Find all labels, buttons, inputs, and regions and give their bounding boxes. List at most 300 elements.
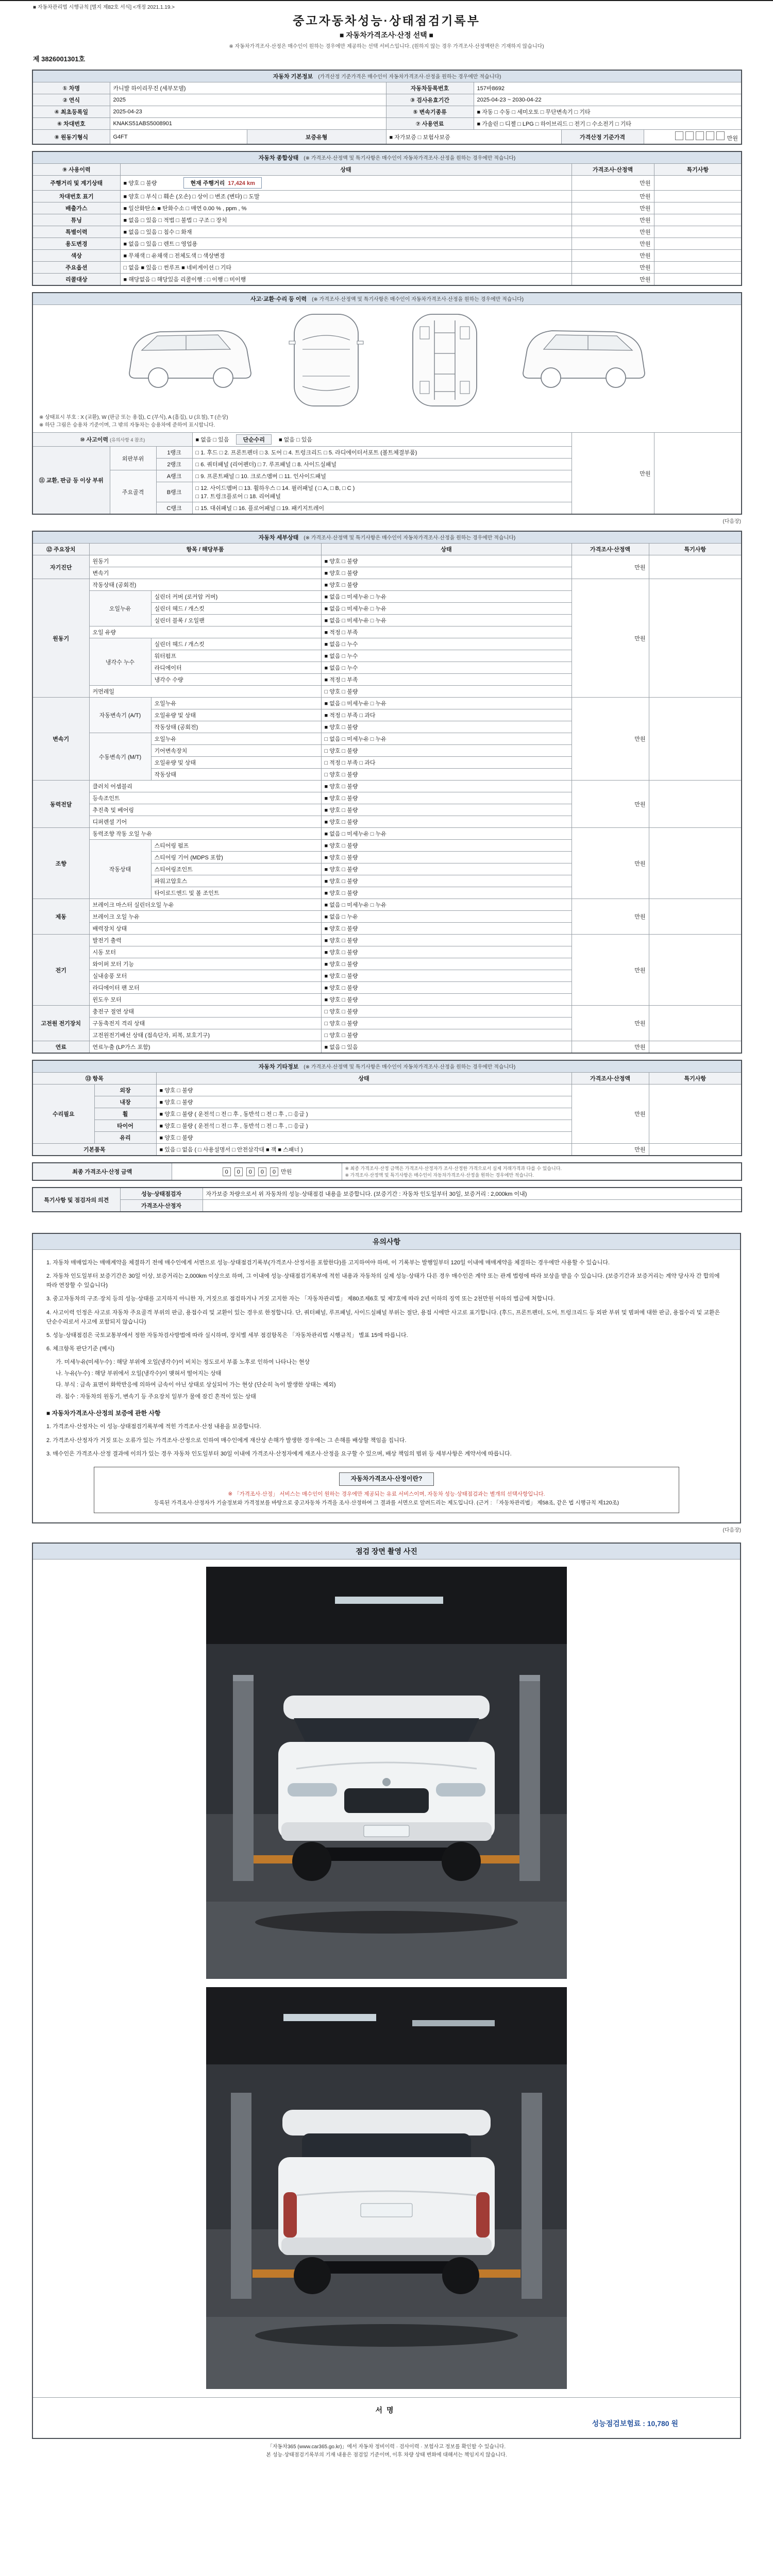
amount-cell: 만원 bbox=[572, 191, 654, 202]
item-label: 작동상태 (공회전) bbox=[89, 579, 321, 591]
checkbox-group: ■ 양호 □ 불량 bbox=[156, 1096, 572, 1108]
notice-body bbox=[33, 1250, 740, 1522]
price-warranty-subtitle: ■ 자동차가격조사·산정의 보증에 관한 사항 bbox=[46, 1409, 161, 1417]
accident-history-label: ⑩ 사고이력 (유의사항 4 참조) bbox=[32, 433, 192, 447]
remark-cell bbox=[654, 250, 742, 262]
notice-item: 6. 체크항목 판단기준 (예시) bbox=[46, 1345, 114, 1352]
next-page-note: (다음장) bbox=[722, 519, 741, 524]
item-label: 실린더 헤드 / 개스킷 bbox=[151, 638, 321, 650]
amount-cell: 만원 bbox=[572, 1041, 649, 1054]
notice-item: 1. 자동차 매매업자는 매매계약을 체결하기 전에 매수인에게 서면으로 성능·상태점검기록부(가격조사·산정서를 포함한다)를 고지하여야 하며, 이 기록부는 발행일부터 120일 이내에 매매계약을 체결하는 경우에만 사용할 수 있습니다. bbox=[46, 1260, 610, 1266]
detail-col-state: 상태 bbox=[321, 544, 572, 555]
item-label: 오일유량 및 상태 bbox=[151, 757, 321, 769]
item-label: 구동축전지 격리 상태 bbox=[89, 1018, 321, 1029]
checkbox-group: ■ 없음 □ 있음 bbox=[278, 437, 312, 443]
rankB-label: B랭크 bbox=[156, 482, 192, 502]
rank2-items: □ 6. 쿼터패널 (리어펜더) □ 7. 루프패널 □ 8. 사이드실패널 bbox=[192, 459, 572, 470]
inspection-photo-rear bbox=[206, 1987, 567, 2389]
checkbox-group: ■ 양호 □ 불량 bbox=[321, 982, 572, 994]
remark-cell bbox=[654, 202, 742, 214]
vin-value: KNAKS51ABS5008901 bbox=[110, 118, 386, 130]
row-label: 외장 bbox=[94, 1084, 156, 1096]
detail-col-item: 항목 / 해당부품 bbox=[89, 544, 321, 555]
basic-items-label: 기본품목 bbox=[32, 1144, 156, 1156]
checkbox-group: □ 양호 □ 불량 bbox=[321, 1018, 572, 1029]
checkbox-group: ■ 양호 □ 불량 bbox=[321, 970, 572, 982]
etc-section-title: 자동차 기타정보 bbox=[258, 1064, 299, 1070]
car-frame-view-diagram bbox=[413, 314, 477, 406]
exchange-panel-label: ⑪ 교환, 판금 등 이상 부위 bbox=[32, 447, 110, 515]
checkbox-group: ■ 양호 □ 불량 ( 운전석 □ 전 □ 후 , 동반석 □ 전 □ 후 , □ 응급 ) bbox=[156, 1120, 572, 1132]
checkbox-group: ■ 없음 □ 미세누유 □ 누유 bbox=[321, 899, 572, 911]
item-label: 실린더 헤드 / 개스킷 bbox=[151, 603, 321, 615]
inspector-opinion-text: 자가보증 차량으로서 위 자동차의 성능·상태점검 내용을 보증합니다. (보증기간 : 자동차 인도일부터 30일, 보증거리 : 2,000km 이내) bbox=[203, 1188, 742, 1200]
remark-cell bbox=[654, 262, 742, 274]
row-label: 주요옵션 bbox=[32, 262, 120, 274]
overall-condition-table bbox=[32, 151, 742, 286]
car-side-view-diagram bbox=[129, 331, 251, 387]
remark-cell bbox=[649, 698, 742, 781]
table-row bbox=[32, 202, 742, 214]
item-label: 타이로드엔드 및 볼 조인트 bbox=[151, 887, 321, 899]
document-number: 제 3826001301호 bbox=[33, 55, 86, 63]
first-registration-label: ④ 최초등록일 bbox=[32, 106, 110, 118]
row-label: 주행거리 및 계기상태 bbox=[32, 176, 120, 191]
detail-section-header bbox=[32, 531, 742, 544]
table-row bbox=[32, 274, 742, 286]
checkbox-group: ■ 양호 □ 불량 bbox=[321, 863, 572, 875]
checkbox-group: ■ 양호 □ 불량 bbox=[321, 721, 572, 733]
rankC-label: C랭크 bbox=[156, 502, 192, 515]
subgroup-oil-leak: 오일누유 bbox=[89, 591, 151, 626]
photo-section-title: 점검 장면 촬영 사진 bbox=[33, 1544, 740, 1560]
overall-col-state: 상태 bbox=[120, 164, 572, 176]
final-price-table bbox=[32, 1162, 742, 1181]
group-label-selfdiag: 자기진단 bbox=[32, 555, 89, 579]
item-label: 시동 모터 bbox=[89, 946, 321, 958]
car-name-label: ① 차명 bbox=[32, 82, 110, 94]
inspection-report-page bbox=[32, 1, 741, 2460]
table-row bbox=[32, 250, 742, 262]
reg-no-value: 157바8692 bbox=[474, 82, 742, 94]
overall-section-header bbox=[32, 151, 742, 164]
item-label: 작동상태 bbox=[151, 769, 321, 781]
amount-cell: 만원 bbox=[572, 274, 654, 286]
item-label: 동력조향 작동 오일 누유 bbox=[89, 828, 321, 840]
amount-cell: 만원 bbox=[572, 226, 654, 238]
rankA-items: □ 9. 프론트패널 □ 10. 크로스멤버 □ 11. 인사이드패널 bbox=[192, 470, 572, 482]
checkbox-group: ■ 양호 □ 불량 ( 운전석 □ 전 □ 후 , 동반석 □ 전 □ 후 , □ 응급 ) bbox=[156, 1108, 572, 1120]
remark-cell bbox=[654, 226, 742, 238]
base-price-label: 가격산정 기준가격 bbox=[561, 130, 644, 145]
amount-cell: 만원 bbox=[572, 698, 649, 781]
etc-section-note: (※ 가격조사·산정액 및 특기사항은 매수인이 자동차가격조사·산정을 원하는 경우에만 적습니다) bbox=[304, 1064, 516, 1070]
table-row bbox=[32, 176, 742, 191]
remark-cell bbox=[649, 899, 742, 935]
item-label: 원동기 bbox=[89, 555, 321, 567]
amount-cell: 만원 bbox=[572, 214, 654, 226]
remark-cell bbox=[654, 274, 742, 286]
amount-cell: 만원 bbox=[572, 579, 649, 698]
checkbox-group: ■ 양호 □ 불량 bbox=[321, 804, 572, 816]
remark-cell bbox=[649, 1144, 742, 1156]
checkbox-group: ■ 없음 □ 미세누유 □ 누유 bbox=[321, 591, 572, 603]
fuel-label: ⑦ 사용연료 bbox=[386, 118, 474, 130]
item-label: 실린더 커버 (로커암 커버) bbox=[151, 591, 321, 603]
appraiser-opinion-text bbox=[203, 1200, 742, 1212]
item-label: 스티어링 기어 (MDPS 포함) bbox=[151, 852, 321, 863]
item-label: 등속조인트 bbox=[89, 792, 321, 804]
final-price-digit: 0 bbox=[270, 1167, 278, 1176]
row-label: 유리 bbox=[94, 1132, 156, 1144]
checkbox-group: ■ 없음 □ 있음 □ 적법 □ 불법 □ 구조 □ 장치 bbox=[120, 214, 572, 226]
amount-cell: 만원 bbox=[572, 250, 654, 262]
item-label: 오일누유 bbox=[151, 698, 321, 709]
remark-cell bbox=[654, 433, 742, 515]
notice-subitem: 다. 부식 : 금속 표면이 화학반응에 의하여 금속이 아닌 상태로 상실되어 가는 현상 (단순히 녹이 발생한 상태는 제외) bbox=[56, 1382, 336, 1388]
checkbox-group: ■ 있음 □ 없음 ( □ 사용설명서 □ 안전삼각대 ■ 잭 ■ 스패너 ) bbox=[156, 1144, 572, 1156]
amount-cell: 만원 bbox=[572, 899, 649, 935]
checkbox-group: ■ 양호 □ 불량 bbox=[321, 781, 572, 792]
amount-cell: 만원 bbox=[572, 176, 654, 191]
accident-section-header bbox=[32, 293, 742, 305]
checkbox-group: ■ 양호 □ 불량 bbox=[156, 1132, 572, 1144]
row-label: 용도변경 bbox=[32, 238, 120, 250]
checkbox-group: □ 양호 □ 불량 bbox=[321, 1029, 572, 1041]
notice-item: 5. 성능·상태점검은 국토교통부에서 정한 자동차검사방법에 따라 실시하며, 장치별 세부 점검항목은 「자동차관리법 시행규칙」 별표 15에 따릅니다. bbox=[46, 1332, 408, 1338]
subgroup-coolant-leak: 냉각수 누수 bbox=[89, 638, 151, 686]
car-side-view-right-diagram bbox=[523, 331, 645, 387]
final-price-note bbox=[342, 1163, 742, 1180]
item-label: 워터펌프 bbox=[151, 650, 321, 662]
row-label: 색상 bbox=[32, 250, 120, 262]
item-label: 오일누유 bbox=[151, 733, 321, 745]
etc-col-state: 상태 bbox=[156, 1073, 572, 1084]
group-label-transmission: 변속기 bbox=[32, 698, 89, 781]
signature-label: 서명 bbox=[375, 2406, 398, 2415]
base-price-digit bbox=[706, 131, 714, 140]
checkbox-group: ■ 없음 □ 미세누유 □ 누유 bbox=[321, 603, 572, 615]
detail-col-device: ⑫ 주요장치 bbox=[32, 544, 89, 555]
checkbox-group: ■ 양호 □ 불량 bbox=[321, 887, 572, 899]
final-price-digit: 0 bbox=[223, 1167, 231, 1176]
fuel-checkboxes: ■ 가솔린 □ 디젤 □ LPG □ 하이브리드 □ 전기 □ 수소전기 □ 기타 bbox=[474, 118, 742, 130]
checkbox-group: ■ 양호 □ 불량 bbox=[321, 852, 572, 863]
checkbox-group: □ 양호 □ 불량 bbox=[321, 769, 572, 781]
basic-info-table bbox=[32, 70, 742, 145]
warranty-item: 2. 가격조사·산정자가 거짓 또는 오류가 있는 가격조사·산정으로 인하여 매수인에게 재산상 손해가 발생한 경우에는 그 손해를 배상할 책임을 집니다. bbox=[46, 1437, 407, 1444]
remark-cell bbox=[649, 1084, 742, 1144]
warranty-type-checkboxes: ■ 자가보증 □ 보험사보증 bbox=[386, 130, 561, 145]
rankC-items: □ 15. 대쉬패널 □ 16. 플로어패널 □ 19. 패키지트레이 bbox=[192, 502, 572, 515]
item-label: 변속기 bbox=[89, 567, 321, 579]
row-label: 휠 bbox=[94, 1108, 156, 1120]
checkbox-group: ■ 양호 □ 부식 □ 훼손 (오손) □ 상이 □ 변조 (변타) □ 도말 bbox=[120, 191, 572, 202]
detail-col-remark: 특기사항 bbox=[649, 544, 742, 555]
amount-cell: 만원 bbox=[572, 781, 649, 828]
item-label: 배력장치 상태 bbox=[89, 923, 321, 935]
inspection-period-value: 2025-04-23 ~ 2030-04-22 bbox=[474, 94, 742, 106]
item-label: 와이퍼 모터 기능 bbox=[89, 958, 321, 970]
item-label: 실린더 블록 / 오일팬 bbox=[151, 615, 321, 626]
final-price-note-1: ※ 최종 가격조사·산정 금액은 가격조사·산정자가 조사·산정한 가격으로서 실제 거래가격과 다를 수 있습니다. bbox=[345, 1166, 562, 1171]
item-label: 윈도우 모터 bbox=[89, 994, 321, 1006]
model-year-value: 2025 bbox=[110, 94, 386, 106]
appraiser-role-label: 가격조사·산정자 bbox=[120, 1200, 203, 1212]
accident-history-state bbox=[192, 433, 572, 447]
amount-cell: 만원 bbox=[572, 1084, 649, 1144]
row-label: 내장 bbox=[94, 1096, 156, 1108]
photo-section-body bbox=[33, 1560, 740, 2438]
item-label: 디퍼렌셜 기어 bbox=[89, 816, 321, 828]
report-subtitle: ■ 자동차가격조사·산정 선택 ■ bbox=[339, 31, 433, 39]
main-frame-label: 주요골격 bbox=[110, 470, 156, 515]
overall-col-usage: ⑨ 사용이력 bbox=[32, 164, 120, 176]
remark-cell bbox=[649, 935, 742, 1006]
amount-cell: 만원 bbox=[572, 1006, 649, 1041]
checkbox-group: ■ 적정 □ 부족 □ 과다 bbox=[321, 709, 572, 721]
final-price-note-2: ※ 가격조사·산정액 및 특기사항은 매수인이 자동차가격조사·산정을 원하는 경우에만 적습니다. bbox=[345, 1173, 534, 1178]
inspection-photo-front bbox=[206, 1567, 567, 1979]
subgroup-mt: 수동변속기 (M/T) bbox=[89, 733, 151, 781]
checkbox-group: ■ 없음 □ 있음 □ 렌트 □ 영업용 bbox=[120, 238, 572, 250]
warranty-item: 3. 매수인은 가격조사·산정 결과에 이의가 있는 경우 자동차 인도일부터 30일 이내에 가격조사·산정자에게 재조사·산정을 요구할 수 있으며, 배상 책임의 범위 등 세부사항은 계약서에 따릅니다. bbox=[46, 1450, 512, 1457]
footer-line-2: 본 성능·상태점검기록부의 기재 내용은 점검일 기준이며, 이후 차량 상태 변화에 대해서는 책임지지 않습니다. bbox=[266, 2452, 507, 2459]
checkbox-group: ■ 양호 □ 불량 bbox=[321, 946, 572, 958]
car-diagram bbox=[124, 310, 650, 411]
amount-cell: 만원 bbox=[572, 555, 649, 579]
detail-section-note: (※ 가격조사·산정액 및 특기사항은 매수인이 자동차가격조사·산정을 원하는 경우에만 적습니다) bbox=[304, 535, 516, 541]
report-header bbox=[32, 11, 741, 49]
amount-cell: 만원 bbox=[572, 262, 654, 274]
amount-cell: 만원 bbox=[572, 238, 654, 250]
base-price-digit bbox=[696, 131, 704, 140]
simple-repair-label: 단순수리 bbox=[236, 434, 272, 445]
checkbox-group: □ 양호 □ 불량 bbox=[321, 1006, 572, 1018]
row-label: 배출가스 bbox=[32, 202, 120, 214]
car-top-view-diagram bbox=[289, 314, 363, 406]
table-row bbox=[32, 262, 742, 274]
remark-cell bbox=[649, 1041, 742, 1054]
etc-col-amount: 가격조사·산정액 bbox=[572, 1073, 649, 1084]
basic-section-title: 자동차 기본정보 bbox=[273, 74, 313, 80]
engine-type-value: G4FT bbox=[110, 130, 247, 145]
page-footer bbox=[32, 2443, 741, 2460]
checkbox-group: ■ 양호 □ 불량 bbox=[321, 816, 572, 828]
remark-cell bbox=[649, 579, 742, 698]
group-label-high-voltage: 고전원 전기장치 bbox=[32, 1006, 89, 1041]
vin-label: ⑥ 차대번호 bbox=[32, 118, 110, 130]
detail-condition-table bbox=[32, 531, 742, 1054]
first-registration-value: 2025-04-23 bbox=[110, 106, 386, 118]
legend-line-2: ※ 하단 그림은 승용차 기준이며, 그 밖의 자동차는 승용차에 준하여 표시합니다. bbox=[39, 422, 215, 428]
item-label: 파워고압호스 bbox=[151, 875, 321, 887]
amount-cell: 만원 bbox=[572, 433, 654, 515]
checkbox-group: ■ 없음 □ 누유 bbox=[321, 911, 572, 923]
final-price-digit: 0 bbox=[246, 1167, 255, 1176]
final-price-label: 최종 가격조사·산정 금액 bbox=[32, 1163, 172, 1180]
rank2-label: 2랭크 bbox=[156, 459, 192, 470]
warranty-type-label: 보증유형 bbox=[247, 130, 386, 145]
amount-cell: 만원 bbox=[572, 828, 649, 899]
group-label-powertrain: 동력전달 bbox=[32, 781, 89, 828]
base-price-digit bbox=[675, 131, 683, 140]
engine-type-label: ⑧ 원동기형식 bbox=[32, 130, 110, 145]
subgroup-steering-op: 작동상태 bbox=[89, 840, 151, 899]
transmission-checkboxes: ■ 자동 □ 수동 □ 세미오토 □ 무단변속기 □ 기타 bbox=[474, 106, 742, 118]
info-box-title: 자동차가격조사·산정이란? bbox=[339, 1472, 434, 1486]
overall-col-remark: 특기사항 bbox=[654, 164, 742, 176]
final-price-digit: 0 bbox=[234, 1167, 243, 1176]
group-label-brake: 제동 bbox=[32, 899, 89, 935]
etc-section-header bbox=[32, 1060, 742, 1073]
row-label: 특별이력 bbox=[32, 226, 120, 238]
etc-col-remark: 특기사항 bbox=[649, 1073, 742, 1084]
item-label: 브레이크 오일 누유 bbox=[89, 911, 321, 923]
footer-line-1: 「자동차365 (www.car365.go.kr)」에서 자동차 정비이력 · 검사이력 · 보험사고 정보를 확인할 수 있습니다. bbox=[267, 2444, 506, 2450]
notice-subitem: 나. 누유(누수) : 해당 부위에서 오일(냉각수)이 맺혀서 떨어지는 상태 bbox=[56, 1370, 222, 1377]
item-label: 냉각수 수량 bbox=[151, 674, 321, 686]
inspector-role-label: 성능·상태점검자 bbox=[120, 1188, 203, 1200]
notice-subitem: 라. 침수 : 자동차의 원동기, 변속기 등 주요장치 일부가 물에 잠긴 흔적이 있는 상태 bbox=[56, 1393, 256, 1400]
group-label-electric: 전기 bbox=[32, 935, 89, 1006]
remark-cell bbox=[649, 1006, 742, 1041]
remark-cell bbox=[649, 555, 742, 579]
checkbox-group: ■ 양호 □ 불량 bbox=[321, 958, 572, 970]
item-label: 클러치 어셈블리 bbox=[89, 781, 321, 792]
checkbox-group: ■ 없음 □ 누수 bbox=[321, 650, 572, 662]
checkbox-group: ■ 양호 □ 불량 bbox=[156, 1084, 572, 1096]
etc-col-item: ⑬ 항목 bbox=[32, 1073, 156, 1084]
car-name-value: 카니발 하이리무진 (세부모델) bbox=[110, 82, 386, 94]
row-label: 타이어 bbox=[94, 1120, 156, 1132]
remark-cell bbox=[649, 828, 742, 899]
model-year-label: ② 연식 bbox=[32, 94, 110, 106]
item-label: 실내송풍 모터 bbox=[89, 970, 321, 982]
car-diagrams bbox=[33, 305, 741, 432]
item-label: 연료누출 (LP가스 포함) bbox=[89, 1041, 321, 1054]
group-label-steering: 조향 bbox=[32, 828, 89, 899]
item-label: 충전구 절연 상태 bbox=[89, 1006, 321, 1018]
odometer-callout bbox=[183, 177, 261, 189]
checkbox-group: ■ 양호 □ 불량 bbox=[321, 840, 572, 852]
odometer-value: 17,424 km bbox=[228, 180, 255, 187]
remark-cell bbox=[654, 176, 742, 191]
car-front-shape bbox=[278, 1696, 495, 1881]
checkbox-group: □ 없음 □ 미세누유 □ 누유 bbox=[321, 733, 572, 745]
basic-section-note: (가격산정 기준가격은 매수인이 자동차가격조사·산정을 원하는 경우에만 적습니다) bbox=[318, 74, 501, 80]
checkbox-group: □ 없음 ■ 있음 □ 썬루프 ■ 네비게이션 □ 기타 bbox=[120, 262, 572, 274]
item-label: 오일유량 및 상태 bbox=[151, 709, 321, 721]
reg-no-label: 자동차등록번호 bbox=[386, 82, 474, 94]
item-label: 발전기 출력 bbox=[89, 935, 321, 946]
checkbox-group: ■ 없음 □ 있음 □ 침수 □ 화재 bbox=[120, 226, 572, 238]
checkbox-group: ■ 양호 □ 불량 bbox=[321, 555, 572, 567]
accident-section-note: (※ 가격조사·산정액 및 특기사항은 매수인이 자동차가격조사·산정을 원하는 경우에만 적습니다) bbox=[312, 297, 524, 302]
checkbox-group: ■ 적정 □ 부족 bbox=[321, 626, 572, 638]
item-label: 라디에이터 팬 모터 bbox=[89, 982, 321, 994]
price-appraisal-info-box bbox=[94, 1467, 679, 1513]
transmission-label: ⑤ 변속기종류 bbox=[386, 106, 474, 118]
row-label: 차대번호 표기 bbox=[32, 191, 120, 202]
checkbox-group: ■ 없음 □ 있음 bbox=[321, 1041, 572, 1054]
warranty-item: 1. 가격조사·산정자는 이 성능·상태점검기록부에 적힌 가격조사·산정 내용을 보증합니다. bbox=[46, 1423, 261, 1430]
rankA-label: A랭크 bbox=[156, 470, 192, 482]
checkbox-group: ■ 양호 □ 불량 bbox=[321, 923, 572, 935]
checkbox-group: □ 양호 □ 불량 bbox=[321, 686, 572, 698]
rank1-items: □ 1. 후드 □ 2. 프론트펜더 □ 3. 도어 □ 4. 트렁크리드 □ 5. 라디에이터서포트 (볼트체결부품) bbox=[192, 447, 572, 459]
accident-section-title: 사고·교환·수리 등 이력 bbox=[250, 296, 307, 302]
checkbox-group: ■ 적정 □ 부족 bbox=[321, 674, 572, 686]
signature-area bbox=[33, 2397, 740, 2416]
basic-section-header bbox=[32, 70, 742, 82]
repair-needed-label: 수리필요 bbox=[32, 1084, 94, 1144]
table-row bbox=[32, 226, 742, 238]
rankB-items: □ 12. 사이드멤버 □ 13. 휠하우스 □ 14. 필러패널 ( □ A, □ B, □ C ) □ 17. 트렁크플로어 □ 18. 리어패널 bbox=[192, 482, 572, 502]
overall-section-title: 자동차 종합상태 bbox=[258, 155, 299, 161]
checkbox-group: ■ 양호 □ 불량 bbox=[321, 875, 572, 887]
remark-cell bbox=[649, 781, 742, 828]
inspection-period-label: ③ 검사유효기간 bbox=[386, 94, 474, 106]
info-box-description: 등록된 가격조사·산정자가 기술정보와 가격정보를 바탕으로 중고자동차 가격을 조사·산정하여 그 결과를 서면으로 알려드리는 제도입니다. (근거 : 「자동차관리법」 제58조, 같은 법 시행규칙 제120조) bbox=[154, 1500, 619, 1506]
accident-history-table bbox=[32, 292, 742, 515]
notice-item: 4. 사고이력 인정은 사고로 자동차 주요골격 부위의 판금, 용접수리 및 교환이 있는 경우로 한정합니다. 단, 쿼터패널, 루프패널, 사이드실패널 부위는 절단, 용접 시에만 사고로 표기합니다. (후드, 프론트펜더, 도어, 트렁크리드 등 외판 부위 및 범퍼에 대한 판금, 용접수리 및 교환은 단순수리로서 사고에 포함되지 않습니다) bbox=[46, 1309, 720, 1325]
base-price-digit bbox=[685, 131, 694, 140]
checkbox-group: ■ 없음 □ 미세누유 □ 누유 bbox=[321, 698, 572, 709]
base-price-digit bbox=[716, 131, 725, 140]
checkbox-group: ■ 일산화탄소 ■ 탄화수소 □ 매연 0.00 % , ppm , % bbox=[120, 202, 572, 214]
final-price-digit: 0 bbox=[258, 1167, 266, 1176]
report-subnote: ※ 자동차가격조사·산정은 매수인이 원하는 경우에만 제공하는 선택 서비스입니다. (원하지 않는 경우 가격조사·산정액란은 기재하지 않습니다) bbox=[229, 44, 544, 49]
checkbox-group: ■ 양호 □ 불량 bbox=[123, 180, 157, 187]
checkbox-group: ■ 양호 □ 불량 bbox=[321, 935, 572, 946]
item-label: 추진축 및 베어링 bbox=[89, 804, 321, 816]
notice-item: 2. 자동차 인도일부터 보증기간은 30일 이상, 보증거리는 2,000km 이상으로 하며, 그 이내에 성능·상태점검기록부에 적힌 내용과 자동차의 실제 성능·상태가 다른 경우 매수인은 계약 또는 관계 법령에 따라 보상을 받을 수 있습니다. (보증기간과 보증거리는 계약 당사자 간 합의에 따라 연장할 수 있습니다) bbox=[46, 1273, 720, 1289]
amount-cell: 만원 bbox=[572, 202, 654, 214]
item-label: 오일 유량 bbox=[89, 626, 321, 638]
item-label: 커먼레일 bbox=[89, 686, 321, 698]
car-diagram-cell bbox=[32, 305, 742, 433]
overall-col-amount: 가격조사·산정액 bbox=[572, 164, 654, 176]
amount-cell: 만원 bbox=[572, 935, 649, 1006]
accident-history-sublabel: (유의사항 4 참조) bbox=[110, 437, 145, 443]
inspector-opinion-table bbox=[32, 1187, 742, 1212]
row-label: 리콜대상 bbox=[32, 274, 120, 286]
table-row bbox=[32, 191, 742, 202]
item-label: 브레이크 마스터 실린더오일 누유 bbox=[89, 899, 321, 911]
remark-cell bbox=[654, 191, 742, 202]
subgroup-at: 자동변속기 (A/T) bbox=[89, 698, 151, 733]
checkbox-group: ■ 양호 □ 불량 bbox=[321, 579, 572, 591]
remark-cell bbox=[654, 238, 742, 250]
notice-subitem: 가. 미세누유(미세누수) : 해당 부위에 오일(냉각수)이 비치는 정도로서 부품 노후로 인하여 나타나는 현상 bbox=[56, 1359, 310, 1366]
amount-cell: 만원 bbox=[572, 1144, 649, 1156]
item-label: 스티어링조인트 bbox=[151, 863, 321, 875]
next-page-note: (다음장) bbox=[722, 1528, 741, 1534]
base-price-cell bbox=[644, 130, 742, 145]
odometer-label: 현재 주행거리 bbox=[190, 180, 225, 187]
row-label: 튜닝 bbox=[32, 214, 120, 226]
notice-section bbox=[32, 1233, 741, 1523]
detail-col-amount: 가격조사·산정액 bbox=[572, 544, 649, 555]
base-price-unit: 만원 bbox=[727, 135, 738, 142]
notice-title: 유의사항 bbox=[33, 1234, 740, 1250]
final-price-value bbox=[172, 1163, 342, 1180]
diagram-legend bbox=[33, 412, 741, 432]
checkbox-group: □ 적정 □ 부족 □ 과다 bbox=[321, 757, 572, 769]
info-box-highlight: ※ 「가격조사·산정」 서비스는 매수인이 원하는 경우에만 제공되는 유료 서비스이며, 자동차 성능·상태점검과는 별개의 선택사항입니다. bbox=[228, 1490, 545, 1497]
outer-panel-label: 외판부위 bbox=[110, 447, 156, 470]
